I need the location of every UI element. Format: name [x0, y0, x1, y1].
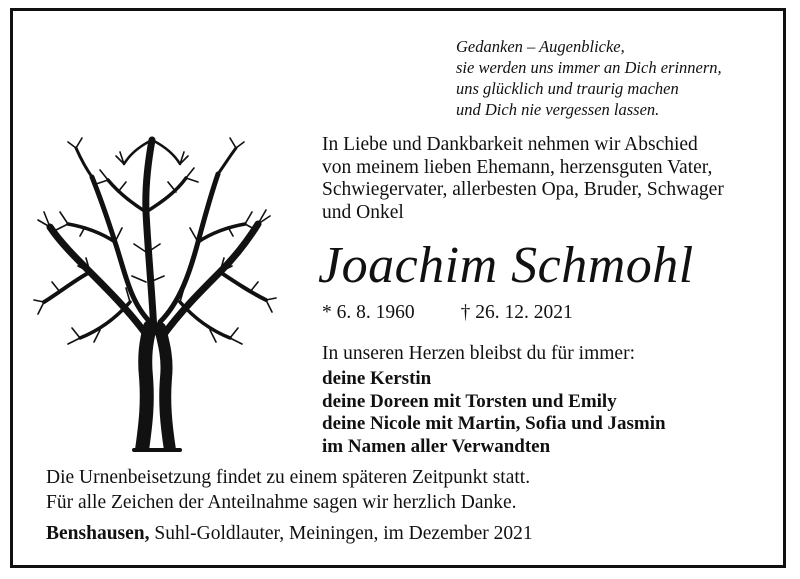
- place-rest: Suhl-Goldlauter, Meiningen, im Dezember 2021: [149, 523, 533, 544]
- poem-line: uns glücklich und traurig machen: [456, 79, 679, 98]
- poem-line: sie werden uns immer an Dich erinnern,: [456, 58, 722, 77]
- notice-line: Die Urnenbeisetzung findet zu einem späteren Zeitpunkt statt.: [46, 467, 531, 488]
- farewell-line: In Liebe und Dankbarkeit nehmen wir Abschied: [322, 134, 698, 155]
- mourner-line: deine Nicole mit Martin, Sofia und Jasmin: [322, 413, 666, 434]
- deceased-name: Joachim Schmohl: [318, 237, 694, 294]
- place-and-date: [46, 523, 533, 545]
- poem-line: und Dich nie vergessen lassen.: [456, 100, 660, 119]
- tree-icon: [30, 132, 280, 452]
- mourner-line: deine Doreen mit Torsten und Emily: [322, 390, 617, 412]
- mourner-line: deine Kerstin: [322, 368, 432, 389]
- mourners-list: [322, 368, 666, 458]
- farewell-line: und Onkel: [322, 201, 404, 223]
- farewell-text: [322, 134, 782, 224]
- place-bold: Benshausen,: [46, 523, 150, 544]
- death-date: † 26. 12. 2021: [460, 302, 573, 323]
- poem: [456, 36, 776, 120]
- mourner-line: im Namen aller Verwandten: [322, 435, 551, 457]
- funeral-notice: [46, 465, 530, 515]
- life-dates: [322, 302, 573, 324]
- poem-line: Gedanken – Augenblicke,: [456, 37, 625, 56]
- hearts-line: In unseren Herzen bleibst du für immer:: [322, 343, 635, 364]
- farewell-line: von meinem lieben Ehemann, herzensguten Vater,: [322, 156, 713, 178]
- farewell-line: Schwiegervater, allerbesten Opa, Bruder, Schwager: [322, 179, 724, 200]
- birth-date: * 6. 8. 1960: [322, 302, 415, 323]
- notice-line: Für alle Zeichen der Anteilnahme sagen wir herzlich Danke.: [46, 492, 517, 513]
